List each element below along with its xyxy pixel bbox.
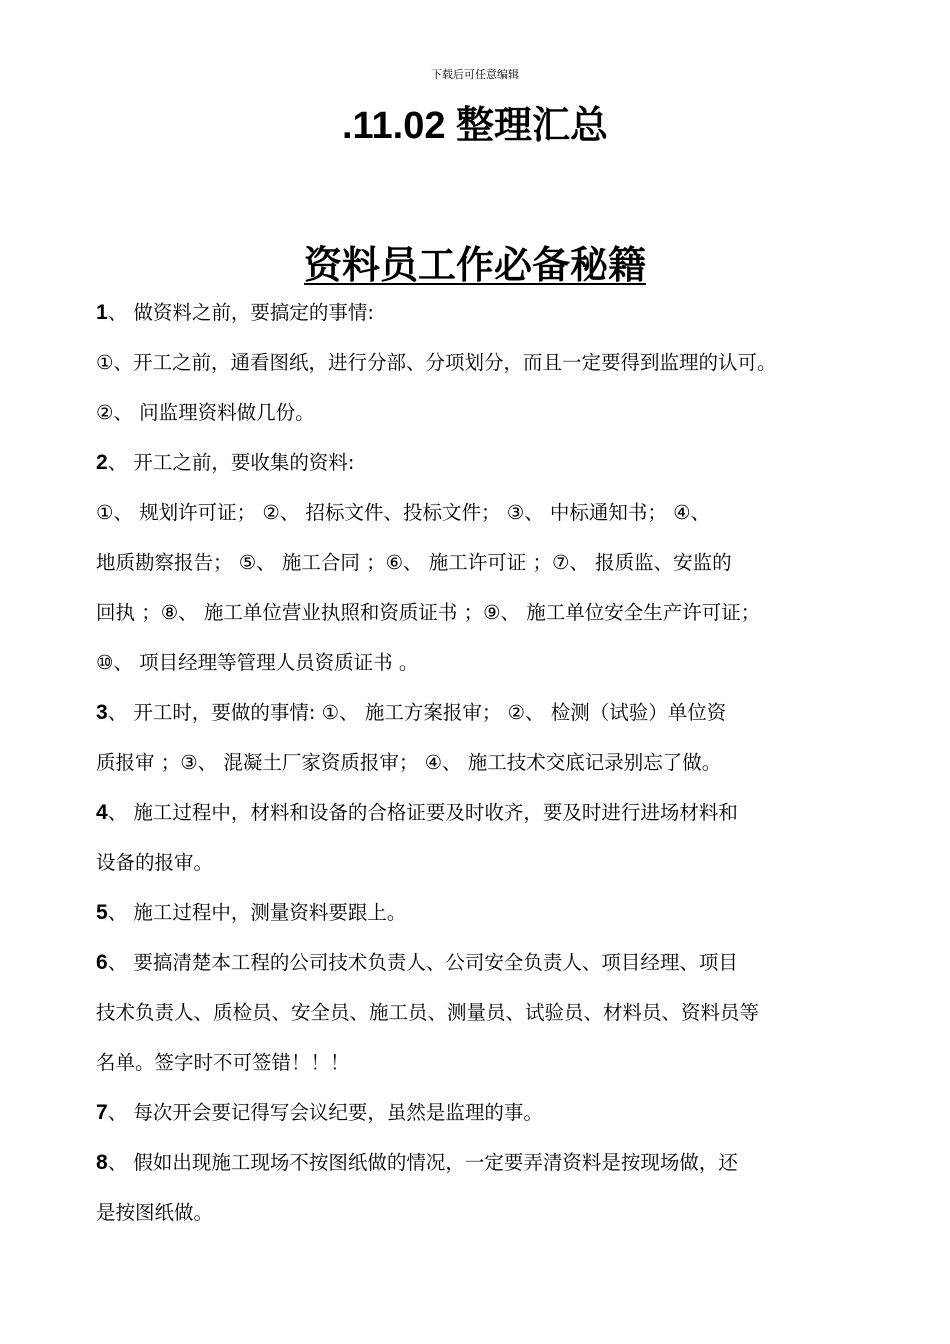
line-text: 设备的报审。 xyxy=(96,851,214,874)
paragraph-line xyxy=(96,388,916,438)
line-text: 质报审 ；③、 混凝土厂家资质报审； ④、 施工技术交底记录别忘了做。 xyxy=(96,751,722,774)
line-text: 、 要搞清楚本工程的公司技术负责人、公司安全负责人、项目经理、项目 xyxy=(107,951,738,974)
paragraph-line xyxy=(96,938,916,988)
line-text: 、 施工过程中，测量资料要跟上。 xyxy=(107,901,407,924)
item-number: 1 xyxy=(96,301,108,324)
paragraph-line xyxy=(96,1038,916,1088)
paragraph-line xyxy=(96,738,916,788)
paragraph-line xyxy=(96,538,916,588)
line-text: 技术负责人、质检员、安全员、施工员、测量员、试验员、材料员、资料员等 xyxy=(96,1001,760,1024)
body-text xyxy=(96,288,916,1238)
paragraph-line xyxy=(96,1188,916,1238)
header-note: 下载后可任意编辑 xyxy=(431,68,519,81)
paragraph-line xyxy=(96,988,916,1038)
paragraph-line xyxy=(96,438,916,488)
main-title xyxy=(0,238,950,292)
item-number: 3 xyxy=(96,701,108,724)
item-number: 5 xyxy=(96,901,108,924)
paragraph-line xyxy=(96,488,916,538)
item-number: 8 xyxy=(96,1151,108,1174)
line-text: 、 假如出现施工现场不按图纸做的情况，一定要弄清资料是按现场做，还 xyxy=(107,1151,738,1174)
paragraph-line xyxy=(96,1088,916,1138)
paragraph-line xyxy=(96,638,916,688)
line-text: 名单。签字时不可签错！！！ xyxy=(96,1051,350,1074)
line-text: ②、 问监理资料做几份。 xyxy=(96,401,315,424)
item-number: 2 xyxy=(96,451,108,474)
line-text: 、 开工时，要做的事情: ①、 施工方案报审； ②、 检测（试验）单位资 xyxy=(107,701,727,724)
paragraph-line xyxy=(96,588,916,638)
paragraph-line xyxy=(96,838,916,888)
item-number: 4 xyxy=(96,801,108,824)
line-text: 回执 ；⑧、 施工单位营业执照和资质证书 ；⑨、 施工单位安全生产许可证； xyxy=(96,601,761,624)
line-text: 、 开工之前，要收集的资料: xyxy=(107,451,355,474)
line-text: ⑩、 项目经理等管理人员资质证书 。 xyxy=(96,651,419,674)
paragraph-line xyxy=(96,788,916,838)
date-title: .11.02 整理汇总 xyxy=(341,105,609,147)
paragraph-line xyxy=(96,338,916,388)
line-text: ①、开工之前，通看图纸，进行分部、分项划分，而且一定要得到监理的认可。 xyxy=(96,351,777,374)
main-title-text: 资料员工作必备秘籍 xyxy=(303,243,646,287)
item-number: 6 xyxy=(96,951,108,974)
line-text: 、 做资料之前，要搞定的事情: xyxy=(107,301,374,324)
line-text: 、 施工过程中，材料和设备的合格证要及时收齐，要及时进行进场材料和 xyxy=(107,801,738,824)
paragraph-line xyxy=(96,688,916,738)
line-text: 是按图纸做。 xyxy=(96,1201,214,1224)
item-number: 7 xyxy=(96,1101,108,1124)
paragraph-line xyxy=(96,1138,916,1188)
paragraph-line xyxy=(96,888,916,938)
line-text: 地质勘察报告； ⑤、 施工合同 ；⑥、 施工许可证 ；⑦、 报质监、安监的 xyxy=(96,551,732,574)
line-text: 、 每次开会要记得写会议纪要，虽然是监理的事。 xyxy=(107,1101,543,1124)
line-text: ①、 规划许可证； ②、 招标文件、投标文件； ③、 中标通知书； ④、 xyxy=(96,501,711,524)
paragraph-line xyxy=(96,288,916,338)
